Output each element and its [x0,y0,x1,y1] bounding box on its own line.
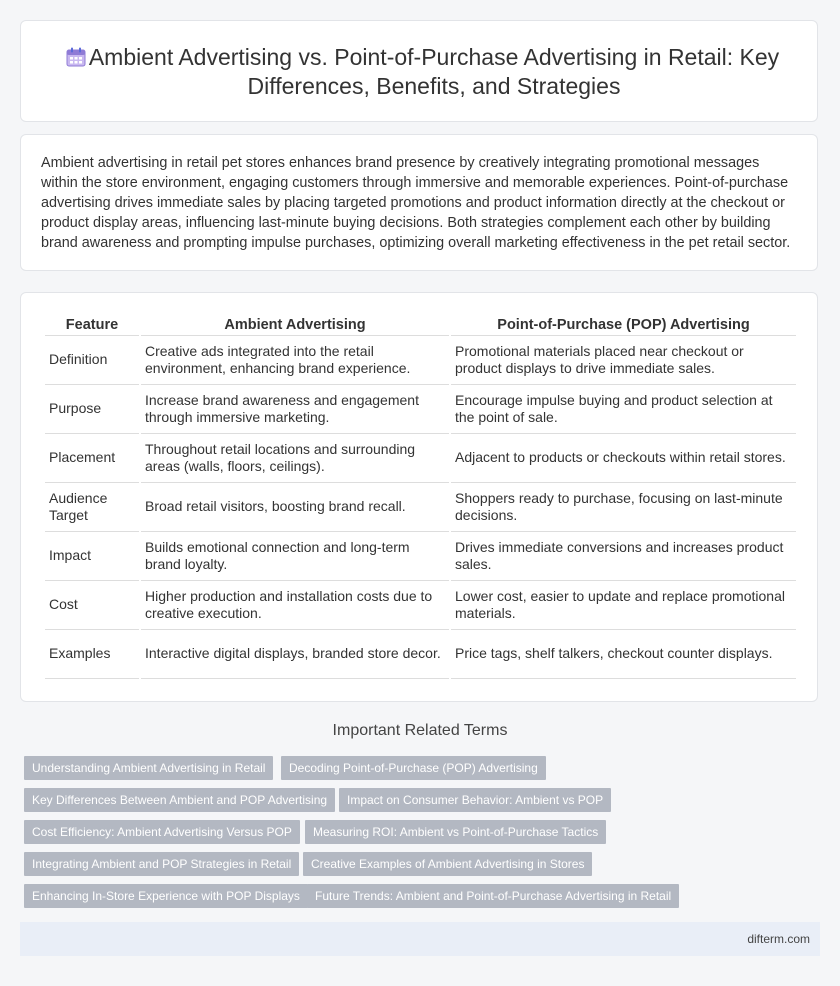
related-term-tag[interactable]: Future Trends: Ambient and Point-of-Purchase Advertising in Retail [307,884,679,908]
table-row [45,532,796,581]
ambient-cell: Throughout retail locations and surrounding areas (walls, floors, ceilings). [141,434,449,483]
related-term-tag[interactable]: Decoding Point-of-Purchase (POP) Advertising [281,756,546,780]
feature-cell: Examples [45,630,139,679]
table-row [45,630,796,679]
table-row [45,434,796,483]
table-row [45,483,796,532]
pop-cell: Encourage impulse buying and product selection at the point of sale. [451,385,796,434]
pop-cell: Price tags, shelf talkers, checkout counter displays. [451,630,796,679]
ambient-cell: Builds emotional connection and long-term brand loyalty. [141,532,449,581]
intro-card [20,134,818,271]
related-term-tag[interactable]: Integrating Ambient and POP Strategies in Retail [24,852,299,876]
ambient-cell: Higher production and installation costs due to creative execution. [141,581,449,630]
title-card [20,20,818,122]
feature-cell: Purpose [45,385,139,434]
pop-cell: Adjacent to products or checkouts within retail stores. [451,434,796,483]
comparison-table [43,315,798,679]
comparison-card [20,292,818,702]
table-row [45,385,796,434]
column-header-pop: Point-of-Purchase (POP) Advertising [451,315,796,336]
related-term-tag[interactable]: Understanding Ambient Advertising in Retail [24,756,273,780]
pop-cell: Promotional materials placed near checkout or product displays to drive immediate sales. [451,336,796,385]
related-term-tag[interactable]: Enhancing In-Store Experience with POP Displays [24,884,308,908]
table-row [45,336,796,385]
related-term-tag[interactable]: Measuring ROI: Ambient vs Point-of-Purchase Tactics [305,820,606,844]
footer-site-link[interactable]: difterm.com [747,932,810,946]
related-term-tag[interactable]: Creative Examples of Ambient Advertising in Stores [303,852,592,876]
page-title: Ambient Advertising vs. Point-of-Purchase Advertising in Retail: Key Differences, Benefits, and Strategies [88,44,780,99]
related-term-tag[interactable]: Key Differences Between Ambient and POP Advertising [24,788,335,812]
pop-cell: Lower cost, easier to update and replace promotional materials. [451,581,796,630]
ambient-cell: Increase brand awareness and engagement through immersive marketing. [141,385,449,434]
pop-cell: Drives immediate conversions and increases product sales. [451,532,796,581]
feature-cell: Audience Target [45,483,139,532]
ambient-cell: Creative ads integrated into the retail environment, enhancing brand experience. [141,336,449,385]
pop-cell: Shoppers ready to purchase, focusing on last-minute decisions. [451,483,796,532]
feature-cell: Cost [45,581,139,630]
feature-cell: Impact [45,532,139,581]
related-term-tag[interactable]: Impact on Consumer Behavior: Ambient vs POP [339,788,611,812]
intro-paragraph: Ambient advertising in retail pet stores enhances brand presence by creatively integrating promotional messages within the store environment, engaging customers through immersive and memorable experiences. Point-of-purchase advertising drives immediate sales by placing targeted promotions and product information directly at the checkout or product display areas, influencing last-minute buying decisions. Both strategies complement each other by building brand awareness and prompting impulse purchases, optimizing overall marketing effectiveness in the pet retail sector. [41,155,791,251]
ambient-cell: Interactive digital displays, branded store decor. [141,630,449,679]
related-term-tag[interactable]: Cost Efficiency: Ambient Advertising Versus POP [24,820,300,844]
ambient-cell: Broad retail visitors, boosting brand recall. [141,483,449,532]
feature-cell: Definition [45,336,139,385]
related-terms-heading: Important Related Terms [332,722,508,739]
table-header-row [45,315,796,336]
column-header-ambient: Ambient Advertising [141,315,449,336]
table-row [45,581,796,630]
column-header-feature: Feature [45,315,139,336]
feature-cell: Placement [45,434,139,483]
footer-bar [20,922,820,956]
